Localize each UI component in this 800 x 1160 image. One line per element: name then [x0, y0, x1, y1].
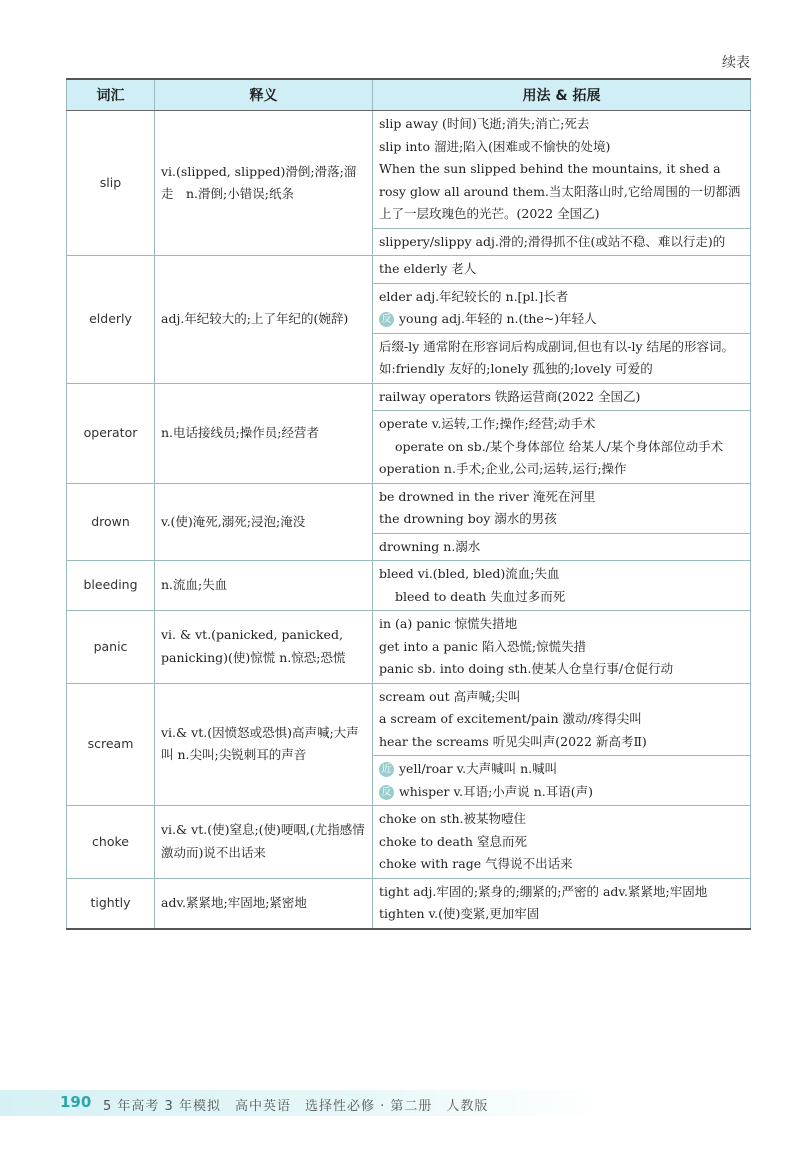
usage-line: get into a panic 陷入恐慌;惊慌失措 [379, 638, 587, 654]
usage-line: elder adj.年纪较长的 n.[pl.]长者 [379, 288, 569, 304]
definition-cell: n.流血;失血 [155, 561, 373, 611]
page-number: 190 [60, 1093, 92, 1111]
usage-cell [373, 561, 751, 611]
synonym-badge-icon: 近 [379, 762, 394, 777]
usage-block [373, 611, 750, 683]
definition-cell: vi.& vt.(使)窒息;(使)哽咽,(尤指感情激动而)说不出话来 [155, 806, 373, 879]
table-row [67, 383, 751, 483]
table-row [67, 683, 751, 806]
usage-line: slippery/slippy adj.滑的;滑得抓不住(或站不稳、难以行走)的 [379, 233, 726, 249]
definition-cell: n.电话接线员;操作员;经营者 [155, 383, 373, 483]
usage-line: choke to death 窒息而死 [379, 833, 527, 849]
table-row [67, 806, 751, 879]
usage-line: 反 young adj.年轻的 n.(the~)年轻人 [379, 308, 744, 331]
usage-line: panic sb. into doing sth.使某人仓皇行事/仓促行动 [379, 661, 674, 676]
word-cell: scream [67, 683, 155, 806]
usage-block [373, 384, 750, 411]
usage-cell [373, 483, 751, 561]
usage-cell [373, 256, 751, 384]
usage-line: hear the screams 听见尖叫声(2022 新高考Ⅱ) [379, 733, 647, 749]
usage-line: slip into 溜进;陷入(困难或不愉快的处境) [379, 138, 611, 154]
usage-block [373, 533, 750, 561]
usage-block [373, 283, 750, 333]
usage-line: choke with rage 气得说不出话来 [379, 856, 573, 871]
header-definition: 释义 [155, 79, 373, 111]
usage-cell [373, 683, 751, 806]
usage-line: operate v.运转,工作;操作;经营;动手术 [379, 416, 596, 431]
usage-line: drowning n.溺水 [379, 538, 481, 554]
usage-line: a scream of excitement/pain 激动/疼得尖叫 [379, 711, 642, 726]
word-cell: tightly [67, 878, 155, 929]
table-row [67, 878, 751, 929]
usage-line: tight adj.牢固的;紧身的;绷紧的;严密的 adv.紧紧地;牢固地 [379, 883, 708, 899]
definition-cell: vi. & vt.(panicked, panicked, panicking)(使)惊慌 n.惊恐;恐慌 [155, 611, 373, 684]
header-word: 词汇 [67, 79, 155, 111]
usage-line: bleed vi.(bled, bled)流血;失血 [379, 566, 560, 581]
usage-cell [373, 383, 751, 483]
table-row [67, 256, 751, 384]
usage-block [373, 684, 750, 756]
table-row [67, 561, 751, 611]
usage-cell [373, 611, 751, 684]
usage-block [373, 806, 750, 878]
usage-line: When the sun slipped behind the mountains, it shed a rosy glow all around them.当太阳落山时,它给周围的一切都洒上了一层玫瑰色的光芒。(2022 全国乙) [379, 161, 741, 221]
usage-line: bleed to death 失血过多而死 [395, 588, 566, 604]
antonym-badge-icon: 反 [379, 312, 394, 327]
usage-block [373, 410, 750, 483]
usage-line: 近 yell/roar v.大声喊叫 n.喊叫 [379, 758, 744, 781]
word-cell: drown [67, 483, 155, 561]
word-cell: panic [67, 611, 155, 684]
usage-line: scream out 高声喊;尖叫 [379, 688, 521, 704]
usage-block [373, 755, 750, 805]
usage-block [373, 561, 750, 610]
usage-cell [373, 878, 751, 929]
usage-block [373, 333, 750, 383]
usage-block [373, 879, 750, 928]
definition-cell: v.(使)淹死,溺死;浸泡;淹没 [155, 483, 373, 561]
word-cell: choke [67, 806, 155, 879]
usage-block [373, 228, 750, 256]
header-usage: 用法 & 拓展 [373, 79, 751, 111]
word-cell: operator [67, 383, 155, 483]
usage-line: in (a) panic 惊慌失措地 [379, 616, 518, 631]
usage-line: slip away (时间)飞逝;消失;消亡;死去 [379, 116, 590, 131]
usage-block [373, 484, 750, 533]
definition-cell: adj.年纪较大的;上了年纪的(婉辞) [155, 256, 373, 384]
table-row [67, 111, 751, 256]
usage-block [373, 256, 750, 283]
word-cell: bleeding [67, 561, 155, 611]
word-cell: slip [67, 111, 155, 256]
definition-cell: vi.& vt.(因愤怒或恐惧)高声喊;大声叫 n.尖叫;尖锐刺耳的声音 [155, 683, 373, 806]
usage-line: 后缀-ly 通常附在形容词后构成副词,但也有以-ly 结尾的形容词。如:friendly 友好的;lonely 孤独的;lovely 可爱的 [379, 338, 734, 376]
usage-line: choke on sth.被某物噎住 [379, 811, 527, 826]
definition-cell: adv.紧紧地;牢固地;紧密地 [155, 878, 373, 929]
table-header-row [67, 79, 751, 111]
table-row [67, 483, 751, 561]
usage-cell [373, 111, 751, 256]
usage-line: railway operators 铁路运营商(2022 全国乙) [379, 388, 641, 404]
usage-line: tighten v.(使)变紧,更加牢固 [379, 906, 540, 921]
word-cell: elderly [67, 256, 155, 384]
usage-line: the drowning boy 溺水的男孩 [379, 511, 557, 526]
vocabulary-table [66, 78, 751, 930]
usage-cell [373, 806, 751, 879]
usage-line: the elderly 老人 [379, 261, 477, 276]
usage-line: operation n.手术;企业,公司;运转,运行;操作 [379, 461, 627, 476]
usage-line: operate on sb./某个身体部位 给某人/某个身体部位动手术 [395, 438, 724, 454]
usage-line: 反 whisper v.耳语;小声说 n.耳语(声) [379, 781, 744, 804]
usage-block [373, 111, 750, 228]
definition-cell: vi.(slipped, slipped)滑倒;滑落;溜走 n.滑倒;小错误;纸条 [155, 111, 373, 256]
continued-label: 续表 [722, 55, 750, 71]
usage-line: be drowned in the river 淹死在河里 [379, 488, 596, 504]
antonym-badge-icon: 反 [379, 785, 394, 800]
table-row [67, 611, 751, 684]
footer-book-title: 5 年高考 3 年模拟 高中英语 选择性必修 · 第二册 人教版 [103, 1099, 489, 1114]
